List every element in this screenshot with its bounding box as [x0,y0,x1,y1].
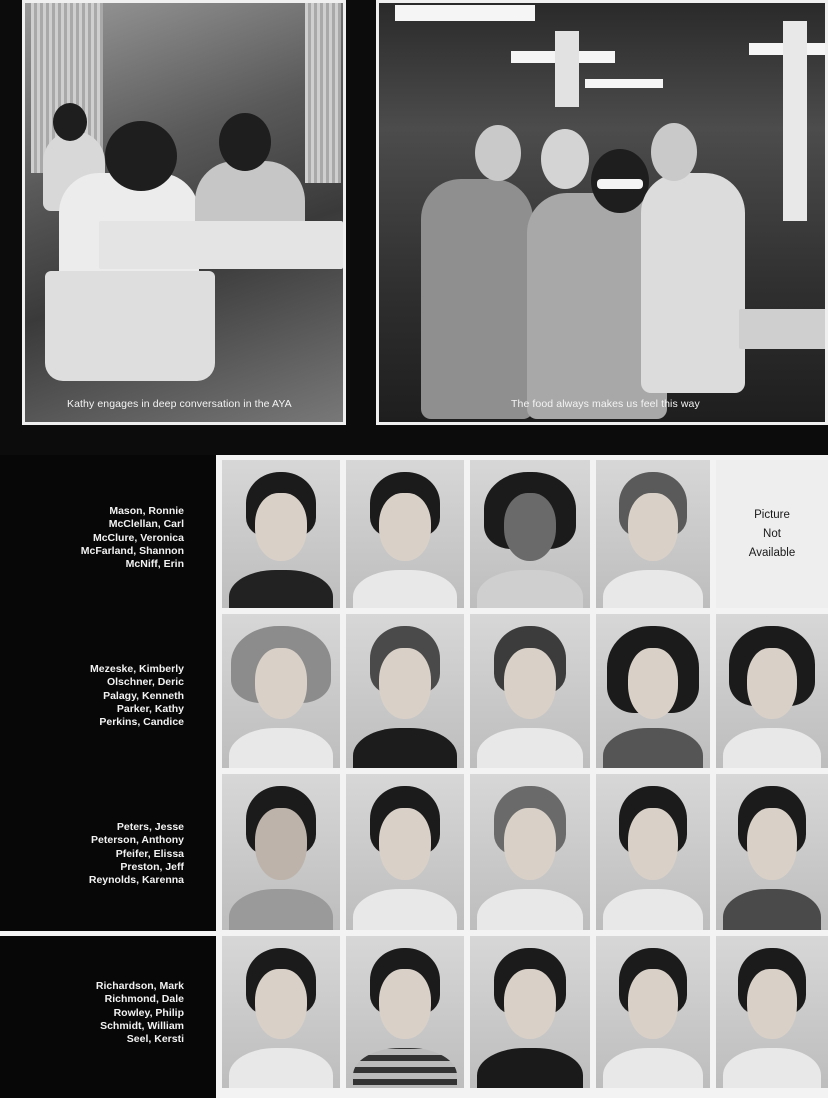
portrait-peterson-anthony [346,774,464,930]
student-light-coat [641,173,745,393]
portrait-perkins-candice [716,614,828,768]
student-name: Palagy, Kenneth [103,689,184,702]
portrait-seel-kersti [716,936,828,1088]
student-right-head [219,113,271,171]
student-face-right [651,123,697,181]
photo-caption-right: The food always makes us feel this way [511,398,700,410]
student-name: Seel, Kersti [126,1033,184,1046]
cafeteria-chair [45,271,215,381]
student-name: Olschner, Deric [106,676,184,689]
ceiling-light [395,5,535,21]
candid-photo-cafeteria-conversation [22,0,346,425]
student-name: Rowley, Philip [113,1006,184,1019]
student-name: McClellan, Carl [108,518,184,531]
student-name: Mason, Ronnie [109,505,184,517]
portrait-rowley-philip [470,936,590,1088]
student-name: Reynolds, Karenna [88,874,184,887]
cafeteria-table [99,221,343,269]
portrait-mason-ronnie [222,460,340,608]
support-column [555,31,579,107]
name-block-row-4 [0,936,216,1098]
support-column-right [783,21,807,221]
student-name: Richmond, Dale [104,993,184,1006]
student-name: Pfeifer, Elissa [115,847,184,860]
photo-caption-left: Kathy engages in deep conversation in the AYA [67,398,292,410]
portrait-palagy-kenneth [470,614,590,768]
ceiling-light [585,79,663,88]
student-name: Schmidt, William [100,1019,184,1032]
student-name: Peters, Jesse [116,821,184,833]
portrait-mezeske-kimberly [222,614,340,768]
not-available-line-1: Picture [754,508,790,521]
portrait-richmond-dale [346,936,464,1088]
student-name: Mezeske, Kimberly [90,663,184,675]
portrait-preston-jeff [596,774,710,930]
portrait-olschner-deric [346,614,464,768]
kathy-curly-hair [105,121,177,191]
student-face-blond [541,129,589,189]
student-name: McFarland, Shannon [80,544,184,557]
student-name: McClure, Veronica [92,531,184,544]
picture-not-available-mcniff-erin [716,460,828,608]
names-list [96,980,184,1046]
student-name: Parker, Kathy [116,702,184,715]
student-name: Preston, Jeff [120,860,184,873]
name-block-row-2 [0,611,216,771]
portrait-reynolds-karenna [716,774,828,930]
names-list [81,505,184,571]
student-name: Richardson, Mark [95,980,184,992]
name-block-row-3 [0,771,216,931]
name-block-row-1 [0,455,216,611]
portrait-richardson-mark [222,936,340,1088]
portrait-parker-kathy [596,614,710,768]
portrait-mcfarland-shannon [596,460,710,608]
portrait-peters-jesse [222,774,340,930]
student-name: Peterson, Anthony [91,834,184,847]
not-available-line-2: Not [763,527,781,540]
names-list [89,821,184,887]
row-divider [0,931,216,936]
portrait-mcclellan-carl [346,460,464,608]
student-head [53,103,87,141]
student-jacket [421,179,533,419]
names-list [90,663,184,729]
candid-photo-cafeteria-group [376,0,828,425]
sunglasses [597,179,643,189]
portrait-pfeifer-elissa [470,774,590,930]
cafeteria-table [739,309,828,349]
student-face [475,125,521,181]
portrait-schmidt-william [596,936,710,1088]
not-available-line-3: Available [748,546,796,559]
student-name: Perkins, Candice [99,716,184,729]
portrait-mcclure-veronica [470,460,590,608]
window-curtain-right [305,3,341,183]
student-name: McNiff, Erin [125,558,184,571]
